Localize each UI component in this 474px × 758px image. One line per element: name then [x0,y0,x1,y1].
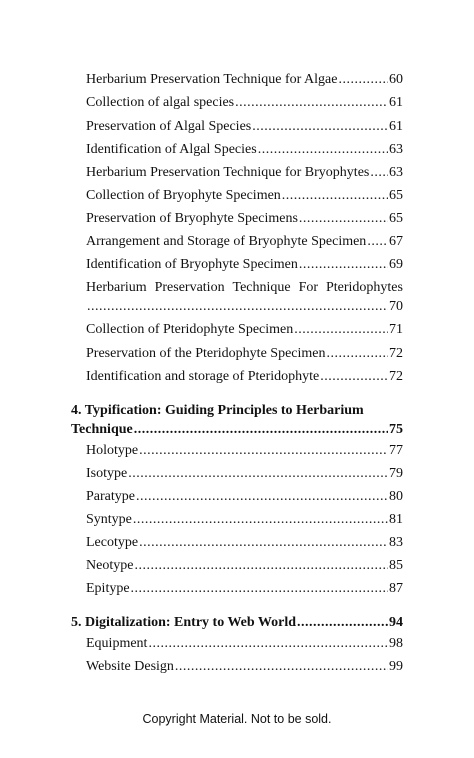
toc-entry-page: 63 [389,142,403,157]
toc-entry-title: Equipment [86,636,148,651]
toc-entry-title: Identification of Algal Species [86,142,257,157]
toc-entry-title: Syntype [86,512,132,527]
toc-entry-page: 69 [389,257,403,272]
toc-entry-page: 99 [389,659,403,674]
toc-entry-title: Preservation of Algal Species [86,119,252,134]
toc-entry-page: 77 [389,443,403,458]
dot-leader [148,635,388,652]
toc-entry[interactable] [86,256,403,273]
toc-entry[interactable] [86,94,403,111]
chapter-heading[interactable] [71,614,403,631]
toc-entry-title: Preservation of the Pteridophyte Specimen [86,346,326,361]
dot-leader [252,118,388,135]
word: For [298,280,319,295]
word: Preservation [154,280,225,295]
toc-entry[interactable] [86,118,403,135]
dot-leader [282,187,388,204]
toc-entry-page: 61 [389,95,403,110]
toc-entry[interactable] [86,233,403,250]
toc-entry[interactable] [86,164,403,181]
toc-entry-continuation[interactable] [86,298,403,315]
toc-entry-page: 71 [389,322,403,337]
dot-leader [297,614,388,631]
toc-entry-title: Paratype [86,489,135,504]
toc-entry-page: 98 [389,636,403,651]
dot-leader [131,580,388,597]
chapter-page: 94 [389,615,403,630]
toc-entry-title: Identification and storage of Pteridophyte [86,369,320,384]
toc-entry-title: Collection of Pteridophyte Specimen [86,322,294,337]
dot-leader [134,557,388,574]
toc-entry-page: 70 [389,299,403,314]
toc-entry-page: 72 [389,369,403,384]
toc-entry-title: Isotype [86,466,128,481]
dot-leader [338,71,388,88]
toc-entry-title: Identification of Bryophyte Specimen [86,257,298,272]
toc-entry-page: 83 [389,535,403,550]
toc-entry[interactable] [86,345,403,362]
toc-entry[interactable] [86,368,403,385]
toc-entry-page: 80 [389,489,403,504]
chapter-heading[interactable]: 4. Typification: Guiding Principles to Herbarium [71,403,364,418]
toc-entry[interactable] [86,141,403,158]
toc-entry[interactable] [86,557,403,574]
toc-entry-page: 85 [389,558,403,573]
dot-leader [136,488,388,505]
dot-leader [133,511,388,528]
toc-entry-page: 60 [389,72,403,87]
toc-entry[interactable] [86,580,403,597]
toc-entry-title: Collection of algal species [86,95,235,110]
toc-entry-page: 87 [389,581,403,596]
toc-entry-page: 72 [389,346,403,361]
dot-leader [235,94,388,111]
toc-entry[interactable] [86,534,403,551]
dot-leader [258,141,388,158]
dot-leader [299,256,388,273]
chapter-title: 5. Digitalization: Entry to Web World [71,615,297,630]
toc-entry-title: Preservation of Bryophyte Specimens [86,211,298,226]
dot-leader [367,233,388,250]
toc-entry-title: Website Design [86,659,174,674]
toc-entry-page: 63 [389,165,403,180]
toc-entry-title: Holotype [86,443,139,458]
word: Pteridophytes [325,280,403,295]
toc-entry[interactable] [86,658,403,675]
toc-entry[interactable] [86,442,403,459]
toc-entry-wrapped-title[interactable] [86,279,403,296]
toc-entry[interactable] [86,321,403,338]
dot-leader [370,164,388,181]
copyright-footer: Copyright Material. Not to be sold. [142,712,332,726]
toc-entry-title: Neotype [86,558,134,573]
dot-leader [128,465,388,482]
dot-leader [139,442,388,459]
toc-entry-title: Herbarium Preservation Technique for Algae [86,72,338,87]
toc-entry-page: 65 [389,188,403,203]
toc-entry-title: Collection of Bryophyte Specimen [86,188,281,203]
toc-entry[interactable] [86,210,403,227]
chapter-heading-continuation[interactable] [71,421,403,438]
dot-leader [327,345,389,362]
toc-entry-title: Epitype [86,581,130,596]
dot-leader [320,368,388,385]
toc-entry-page: 61 [389,119,403,134]
toc-entry-page: 79 [389,466,403,481]
toc-entry-title: Lecotype [86,535,139,550]
toc-entry[interactable] [86,488,403,505]
chapter-page: 75 [389,422,403,437]
toc-entry[interactable] [86,465,403,482]
dot-leader [294,321,388,338]
dot-leader [134,421,388,438]
toc-entry-page: 67 [389,234,403,249]
dot-leader [139,534,388,551]
toc-entry-title: Herbarium Preservation Technique for Bryophytes [86,165,370,180]
toc-entry[interactable] [86,187,403,204]
toc-entry-page: 65 [389,211,403,226]
word: Herbarium [86,280,147,295]
toc-entry[interactable] [86,511,403,528]
word: Technique [232,280,291,295]
toc-entry[interactable] [86,71,403,88]
toc-entry-title: Arrangement and Storage of Bryophyte Specimen [86,234,367,249]
dot-leader [299,210,388,227]
toc-entry-page: 81 [389,512,403,527]
toc-entry[interactable] [86,635,403,652]
chapter-title: Technique [71,422,133,437]
dot-leader [87,298,388,315]
dot-leader [175,658,388,675]
